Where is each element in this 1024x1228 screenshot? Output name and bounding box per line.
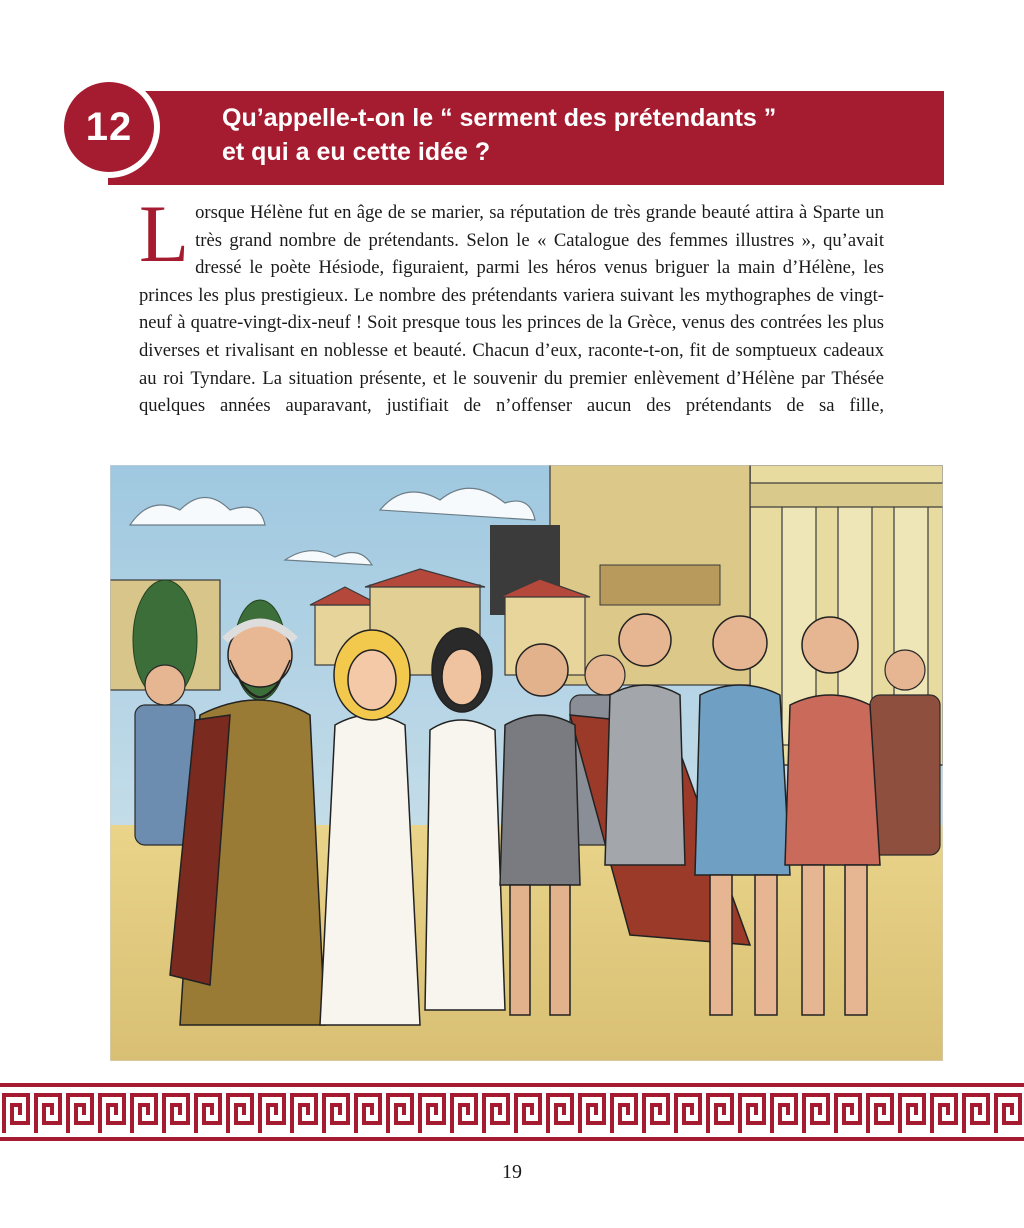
body-text: orsque Hélène fut en âge de se marier, sa réputation de très grande beauté attira à Sparte un très grand nombre de prétendants. Selon le « Catalogue des femmes illustres », qu’avait dressé le poète Hésiode, figuraient, parmi les héros venus briguer la main d’Hélène, les princes les plus prestigieux. Le nombre des prétendants variera suivant les mythographes de vingt-neuf à quatre-vingt-dix-neuf ! Soit presque tous les princes de la Grèce, venus des contrées les plus diverses et rivalisant en noblesse et beauté. Chacun d’eux, raconte-t-on, fit de somptueux cadeaux au roi Tyndare. La situation présente, et le souvenir du premier enlèvement d’Hélène par Thésée quelques années auparavant, justifiait de n’offenser aucun des prétendants de sa fille, <box>139 202 884 417</box>
drop-cap: L <box>139 188 190 279</box>
greek-key-border <box>0 1083 1024 1141</box>
page-number: 19 <box>502 1161 522 1183</box>
question-title-line2: et qui a eu cette idée ? <box>222 138 491 166</box>
question-number-badge <box>64 82 154 172</box>
question-number: 12 <box>85 104 133 149</box>
question-title <box>222 101 922 169</box>
body-paragraph <box>139 188 884 420</box>
illustration-suitors-scene <box>110 465 943 1061</box>
question-title-line1: Qu’appelle-t-on le “ serment des prétendants ” <box>222 104 777 132</box>
